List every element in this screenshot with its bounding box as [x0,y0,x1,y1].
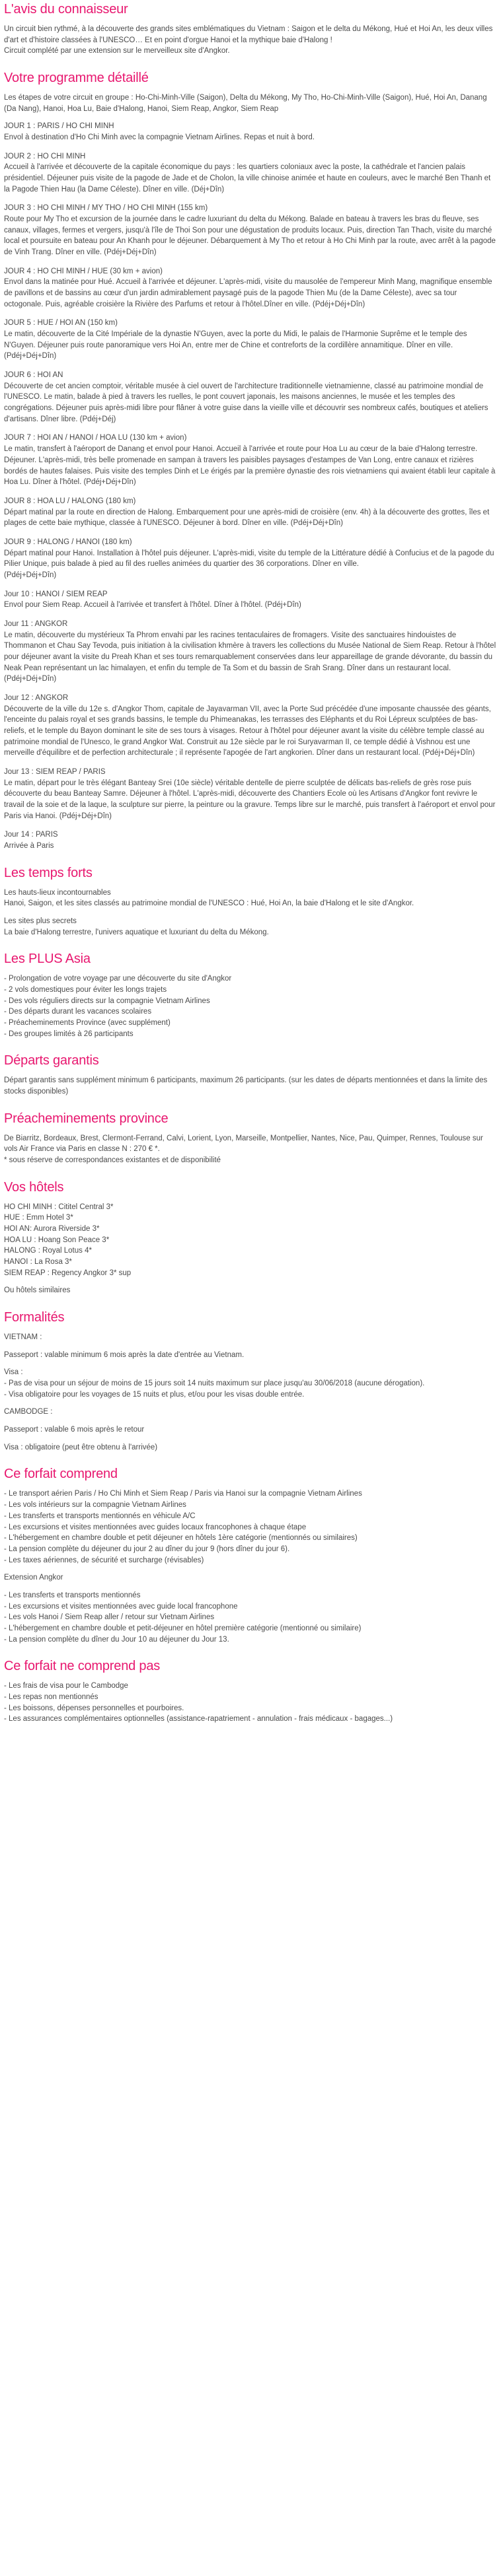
formalites-title: Formalités [4,1310,65,1325]
day-body: Accueil à l'arrivée et découverte de la capitale économique du pays : les quartiers coloniaux avec la poste, la cathédrale et l'ancien palais présidentiel. Déjeuner puis visite de la pagode de Jade et de Cholon, la ville chinoise animée et haute en couleurs, avec le marché Ben Thanh et la Pagode Thien Hau (la Dame Céleste). Dîner en ville. (Déj+Dîn) [4,163,491,193]
day-body: Envol dans la matinée pour Hué. Accueil à l'arrivée et déjeuner. L'après-midi, visite du mausolée de l'empereur Minh Mang, magnifique ensemble de pavillons et de bassins au cœur d'un jardin admirablement paysagé puis de la pagode Thien Mu (de la Dame Céleste), avec sa tour octogonale. Puis, agréable croisière la Rivière des Parfums et retour à l'hôtel.Dîner en ville. (Pdéj+Déj+Dîn) [4,278,492,308]
day-body: Le matin, découverte du mystérieux Ta Phrom envahi par les racines tentaculaires de fromagers. Visite des sanctuaires hindouistes de Thommanon et Chau Say Tevoda, puis initiation à la civilisation khmère à travers les collections du Musée National de Siem Reap. Retour à l'hôtel pour déjeuner avant la visite du Preah Khan et ses tours remarquablement conservées dans leur appareillage de grande dévorante, du bassin du Neak Pean représentant un lac himalayen, et enfin du temple de Ta Som et du bassin de Srah Srang. Dîner dans un restaurant local. (Pdéj+Déj+Dîn) [4,631,496,683]
visa-line: - Visa obligatoire pour les voyages de 15 nuits et plus, et/ou pour les visas double entrée. [4,1390,305,1399]
visa-heading: Visa : [4,1368,23,1377]
day-body: Arrivée à Paris [4,841,54,850]
day-title: Jour 11 : ANGKOR [4,619,68,628]
list-item: - Les excursions et visites mentionnées avec guides locaux francophones à chaque étape [4,1523,307,1531]
vietnam-passport: Passeport : valable minimum 6 mois après la date d'entrée au Vietnam. [4,1350,245,1359]
day-body: Le matin, départ pour le très élégant Banteay Srei (10e siècle) véritable dentelle de pierre sculptée de délicats bas-reliefs de grès rose puis découverte du beau Banteay Samre. Déjeuner à l'hôtel. L'après-midi, découverte des Chantiers Ecole où les Artisans d'Angkor font revivre le travail de la soie et de la laque, la sculpture sur pierre, la peinture ou la gravure. Temps libre sur le marché, puis transfert à l'aéroport et envol pour Paris via Hanoi. (Pdéj+Déj+Dîn) [4,779,496,820]
list-item: - Les vols Hanoi / Siem Reap aller / retour sur Vietnam Airlines [4,1613,215,1622]
day-title: Jour 10 : HANOI / SIEM REAP [4,590,108,598]
list-item: - Les frais de visa pour le Cambodge [4,1682,128,1690]
list-item: - Les boissons, dépenses personnelles et pourboires. [4,1704,184,1712]
day-12 [4,693,497,759]
list-item: - Les transferts et transports mentionnés en véhicule A/C [4,1512,196,1520]
group-title: Les hauts-lieux incontournables [4,888,111,897]
list-item: - Des départs durant les vacances scolaires [4,1008,152,1016]
avis-title: L'avis du connaisseur [4,2,128,17]
day-body: Envol pour Siem Reap. Accueil à l'arrivée et transfert à l'hôtel. Dîner à l'hôtel. (Pdéj+Dîn) [4,601,301,609]
day-body: Le matin, découverte de la Cité Impériale de la dynastie N'Guyen, avec la porte du Midi, le palais de l'Harmonie Suprême et le temple des N'Guyen. Déjeuner puis route panoramique vers Hoi An, entre mer de Chine et contreforts de la cordillère annamitique. Dîner en ville. (Pdéj+Déj+Dîn) [4,330,467,361]
day-body: Départ matinal pour Hanoi. Installation à l'hôtel puis déjeuner. L'après-midi, visite du temple de la Littérature dédié à Confucius et de la pagode du Pilier Unique, puis balade à pied au fil des ruelles animées du quartier des 36 corporations. Dîner en ville. [4,549,494,569]
day-title: JOUR 4 : HO CHI MINH / HUE (30 km + avion) [4,267,163,275]
day-13 [4,767,497,821]
day-body: Route pour My Tho et excursion de la journée dans le cadre luxuriant du delta du Mékong. Balade en bateau à travers les bras du fleuve, ses canaux, villages, fermes et vergers, jusqu'à l'île de Thoi Son pour une dégustation de produits locaux. Puis, direction Tan Thach, visite du marché local et poursuite en bateau pour An Khanh pour le déjeuner. Débarquement à My Tho et retour à Ho Chi Minh par la route, avec arrêt à la pagode de Vinh Trang. Dîner en ville. (Pdéj+Déj+Dîn) [4,215,496,257]
list-item: - Des groupes limités à 26 participants [4,1029,134,1038]
day-10 [4,589,497,611]
day-title: JOUR 2 : HO CHI MINH [4,152,86,160]
day-title: JOUR 9 : HALONG / HANOI (180 km) [4,538,132,546]
list-item: - Les transferts et transports mentionnés [4,1591,141,1599]
hotels-title: Vos hôtels [4,1179,64,1195]
day-list [4,121,497,851]
day-4 [4,266,497,310]
extension-heading: Extension Angkor [4,1574,63,1582]
vietnam-heading: VIETNAM : [4,1333,42,1342]
group-text: La baie d'Halong terrestre, l'univers aquatique et luxuriant du delta du Mékong. [4,928,269,936]
cambodge-passport: Passeport : valable 6 mois après le retour [4,1426,145,1434]
list-item: - La pension complète du dîner du Jour 10 au déjeuner du Jour 13. [4,1635,229,1644]
cambodge-heading: CAMBODGE : [4,1408,53,1416]
day-11 [4,619,497,685]
visa-line: - Pas de visa pour un séjour de moins de 15 jours soit 14 nuits maximum sur place jusqu'au 30/06/2018 (aucune dérogation). [4,1379,425,1388]
programme-title: Votre programme détaillé [4,71,149,86]
list-item: - 2 vols domestiques pour éviter les longs trajets [4,986,167,994]
day-title: Jour 14 : PARIS [4,831,58,839]
hotel-item: HALONG : Royal Lotus 4* [4,1247,92,1255]
ne-comprend-title: Ce forfait ne comprend pas [4,1659,161,1674]
hotel-item: HANOI : La Rosa 3* [4,1258,72,1267]
list-item: - Les vols intérieurs sur la compagnie Vietnam Airlines [4,1501,186,1510]
temps-forts-title: Les temps forts [4,865,93,880]
ne-comprend-list [4,1681,497,1725]
list-item: - Préacheminements Province (avec supplément) [4,1019,171,1027]
day-body: Découverte de la ville du 12e s. d'Angkor Thom, capitale de Jayavarman VII, avec la Porte Sud précédée d'une imposante chaussée des géants, l'enceinte du palais royal et ses grands bassins, le temple du Phimeanakas, les terrasses des Eléphants et du Roi Lépreux sculptées de bas-reliefs, et le temple du Bayon dominant le site de ses tours à visages. Retour à l'hôtel pour déjeuner avant la visite du célèbre temple classé au patrimoine mondial de l'Unesco, le grand Angkor Wat. Construit au 12e siècle par le roi Suryavarman II, ce temple dédié à Vishnou est une merveille d'équilibre et de perfection architecturale ; il représente l'apogée de l'art angkorien. Dîner dans un restaurant local. (Pdéj+Déj+Dîn) [4,705,491,757]
hotel-item: HOI AN: Aurora Riverside 3* [4,1225,100,1234]
list-item: - L'hébergement en chambre double et petit déjeuner en hôtels 1ère catégorie (mentionnés ou similaires) [4,1534,358,1543]
day-meals: (Pdéj+Déj+Dîn) [4,571,57,579]
day-7 [4,433,497,487]
day-9 [4,537,497,581]
plus-asia-title: Les PLUS Asia [4,952,91,967]
day-body: Découverte de cet ancien comptoir, véritable musée à ciel ouvert de l'architecture traditionnelle vietnamienne, classé au patrimoine mondial de l'UNESCO. Le matin, balade à pied à travers les ruelles, le pont couvert japonais, les maisons anciennes, le musée et les temples des congrégations. Déjeuner puis après-midi libre pour flâner à votre guise dans la vieille ville et découvrir ses nombreux cafés, boutiques et ateliers d'artisans. Dîner libre. (Pdéj+Déj) [4,382,488,423]
day-3 [4,203,497,258]
hotel-item: SIEM REAP : Regency Angkor 3* sup [4,1269,132,1277]
hotels-similar: Ou hôtels similaires [4,1286,71,1295]
avis-text [4,24,497,57]
day-title: Jour 12 : ANGKOR [4,693,69,702]
extension-list [4,1590,497,1645]
list-item: - Des vols réguliers directs sur la compagnie Vietnam Airlines [4,996,210,1005]
hotel-item: HUE : Emm Hotel 3* [4,1214,73,1222]
day-title: Jour 13 : SIEM REAP / PARIS [4,767,106,776]
departs-text: Départ garantis sans supplément minimum 6 participants, maximum 26 participants. (sur les dates de départs mentionnées et dans la limite des stocks disponibles) [4,1076,488,1096]
day-title: JOUR 1 : PARIS / HO CHI MINH [4,122,114,131]
day-title: JOUR 6 : HOI AN [4,371,63,380]
list-item: - Les repas non mentionnés [4,1692,98,1701]
group-text: Hanoi, Saigon, et les sites classés au patrimoine mondial de l'UNESCO : Hué, Hoi An, la baie d'Halong et le site d'Angkor. [4,899,414,908]
day-8 [4,496,497,529]
comprend-list [4,1488,497,1566]
hotel-item: HO CHI MINH : Cititel Central 3* [4,1202,114,1211]
list-item: - Les assurances complémentaires optionnelles (assistance-rapatriement - annulation - frais médicaux - bagages...) [4,1715,393,1723]
temps-forts-group-2 [4,916,497,938]
plus-asia-list [4,973,497,1039]
cambodge-visa: Visa : obligatoire (peut être obtenu à l'arrivée) [4,1443,158,1451]
hotels-list [4,1202,497,1279]
day-2 [4,151,497,195]
preacheminements-note: * sous réserve de correspondances existantes et de disponibilité [4,1156,221,1165]
avis-paragraph: Un circuit bien rythmé, à la découverte des grands sites emblématiques du Vietnam : Saigon et le delta du Mékong, Hué et Hoi An, les deux villes d'art et d'histoire classées à l'UNESCO… Et en point d'orgue Hanoi et la mythique baie d'Halong ! [4,25,493,44]
list-item: - Les taxes aériennes, de sécurité et surcharge (révisables) [4,1556,204,1564]
avis-extension: Circuit complété par une extension sur le merveilleux site d'Angkor. [4,47,230,55]
list-item: - La pension complète du déjeuner du jour 2 au dîner du jour 9 (hors dîner du jour 6). [4,1545,290,1553]
preacheminements-text: De Biarritz, Bordeaux, Brest, Clermont-Ferrand, Calvi, Lorient, Lyon, Marseille, Montpellier, Nantes, Nice, Pau, Quimper, Rennes, Toulouse sur vols Air France via Paris en classe N : 270 € *. [4,1134,483,1154]
day-14 [4,829,497,851]
list-item: - L'hébergement en chambre double et petit-déjeuner en hôtel première catégorie (mentionné ou similaire) [4,1624,362,1632]
day-1 [4,121,497,143]
day-title: JOUR 8 : HOA LU / HALONG (180 km) [4,497,136,505]
day-6 [4,370,497,425]
comprend-title: Ce forfait comprend [4,1467,118,1482]
departs-title: Départs garantis [4,1053,99,1068]
group-title: Les sites plus secrets [4,917,77,925]
day-title: JOUR 3 : HO CHI MINH / MY THO / HO CHI MINH (155 km) [4,204,208,213]
day-body: Envol à destination d'Ho Chi Minh avec la compagnie Vietnam Airlines. Repas et nuit à bord. [4,133,315,142]
day-body: Départ matinal par la route en direction de Halong. Embarquement pour une après-midi de croisière (env. 4h) à la découverte des grottes, îles et plages de cette baie mythique, classée à l'UNESCO. Déjeuner à bord. Dîner en ville. (Pdéj+Déj+Dîn) [4,508,490,528]
list-item: - Les excursions et visites mentionnées avec guide local francophone [4,1602,238,1611]
temps-forts-group-1 [4,888,497,909]
day-5 [4,318,497,362]
day-title: JOUR 7 : HOI AN / HANOI / HOA LU (130 km + avion) [4,434,187,442]
preacheminements-block [4,1133,497,1166]
list-item: - Le transport aérien Paris / Ho Chi Minh et Siem Reap / Paris via Hanoi sur la compagnie Vietnam Airlines [4,1490,362,1498]
day-body: Le matin, transfert à l'aéroport de Danang et envol pour Hanoi. Accueil à l'arrivée et route pour Hoa Lu au cœur de la baie d'Halong terrestre. Déjeuner. L'après-midi, très belle promenade en sampan à travers les paisibles paysages d'estampes de Van Long, entre canaux et rizières bordés de hautes falaises. Puis visite des temples Dinh et Le érigés par la première dynastie des rois vietnamiens qui avaient établi leur capitale à Hoa Lu. Dîner à l'hôtel. (Pdéj+Déj+Dîn) [4,445,496,487]
programme-intro: Les étapes de votre circuit en groupe : Ho-Chi-Minh-Ville (Saigon), Delta du Mékong, My Tho, Ho-Chi-Minh-Ville (Saigon), Hué, Hoi An, Danang (Da Nang), Hanoi, Hoa Lu, Baie d'Halong, Hanoi, Siem Reap, Angkor, Siem Reap [4,94,487,113]
list-item: - Prolongation de votre voyage par une découverte du site d'Angkor [4,975,232,983]
preacheminements-title: Préacheminements province [4,1111,169,1126]
day-title: JOUR 5 : HUE / HOI AN (150 km) [4,319,118,328]
hotel-item: HOA LU : Hoang Son Peace 3* [4,1236,110,1244]
visa-block [4,1367,497,1400]
